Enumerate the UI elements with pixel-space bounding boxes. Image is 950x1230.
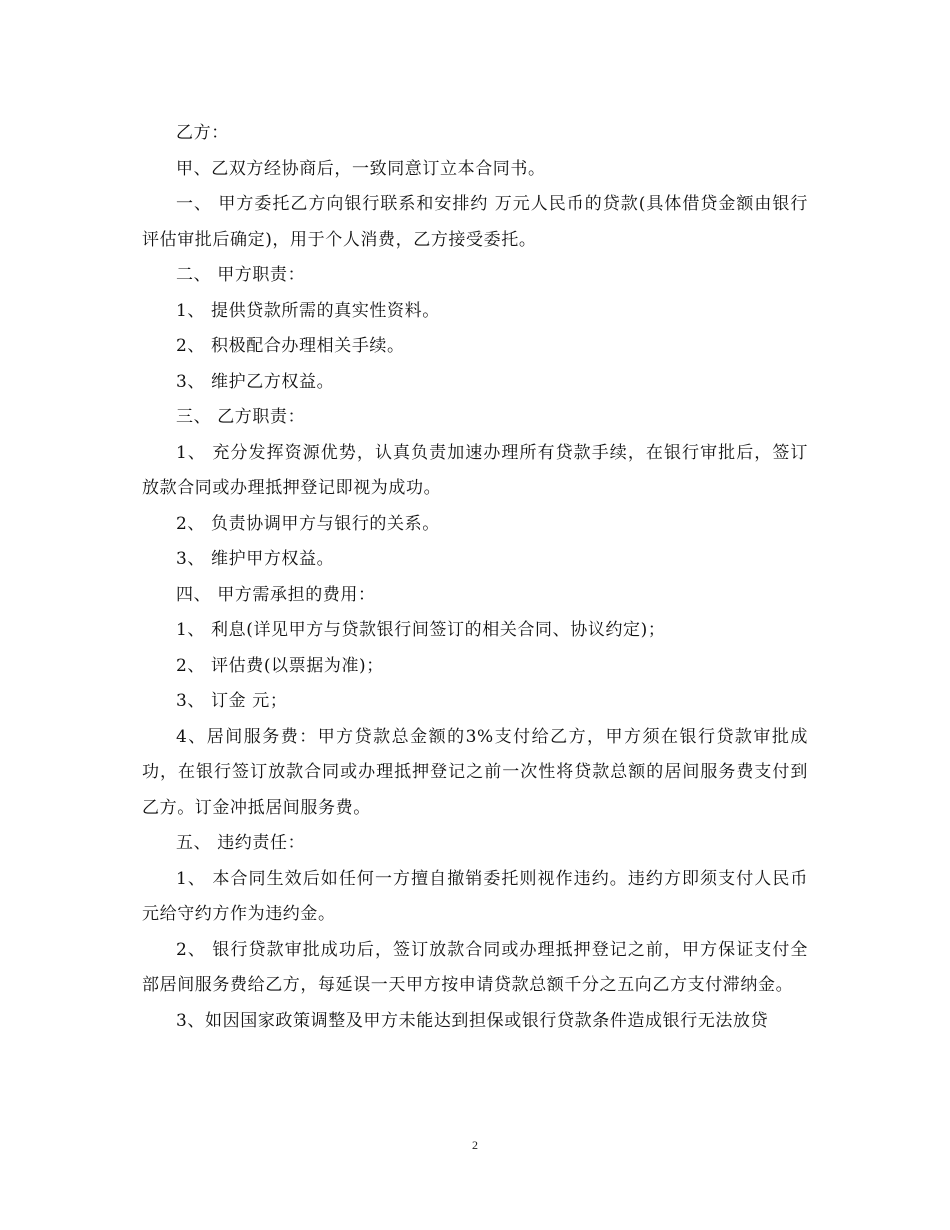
paragraph: 3、 维护乙方权益。 [176,371,335,392]
paragraph: 2、 评估费(以票据为准)； [176,655,384,676]
paragraph: 2、 积极配合办理相关手续。 [176,336,405,356]
paragraph: 3、 订金 元； [176,691,288,711]
paragraph: 3、如因国家政策调整及甲方未能达到担保或银行贷款条件造成银行无法放贷 [176,1010,769,1031]
paragraph: 三、 乙方职责： [176,407,306,427]
paragraph: 2、 负责协调甲方与银行的关系。 [176,513,440,534]
paragraph: 1、 提供贷款所需的真实性资料。 [176,300,440,321]
paragraph: 3、 维护甲方权益。 [176,549,335,569]
paragraph: 2、 银行贷款审批成功后，签订放款合同或办理抵押登记之前，甲方保证支付全部居间服务费给乙方，每延误一天甲方按申请贷款总额千分之五向乙方支付滞纳金。 [142,939,808,995]
paragraph: 乙方： [176,123,229,143]
paragraph: 四、 甲方需承担的费用： [176,584,376,605]
paragraph: 二、 甲方职责： [176,265,306,285]
paragraph: 五、 违约责任： [176,833,306,853]
paragraph: 1、 充分发挥资源优势，认真负责加速办理所有贷款手续，在银行审批后，签订放款合同或办理抵押登记即视为成功。 [142,442,808,498]
paragraph: 1、 本合同生效后如任何一方擅自撤销委托则视作违约。违约方即须支付人民币 元给守约方作为违约金。 [142,868,808,924]
paragraph: 甲、乙双方经协商后，一致同意订立本合同书。 [176,158,546,179]
paragraph: 1、 利息(详见甲方与贷款银行间签订的相关合同、协议约定)； [176,620,666,640]
paragraph: 一、 甲方委托乙方向银行联系和安排约 万元人民币的贷款(具体借贷金额由银行评估审批后确定)，用于个人消费，乙方接受委托。 [142,194,808,250]
document-body [142,116,808,1039]
paragraph: 4、居间服务费：甲方贷款总金额的3%支付给乙方，甲方须在银行贷款审批成功，在银行签订放款合同或办理抵押登记之前一次性将贷款总额的居间服务费支付到乙方。订金冲抵居间服务费。 [142,726,808,818]
page-number: 2 [472,1138,478,1152]
